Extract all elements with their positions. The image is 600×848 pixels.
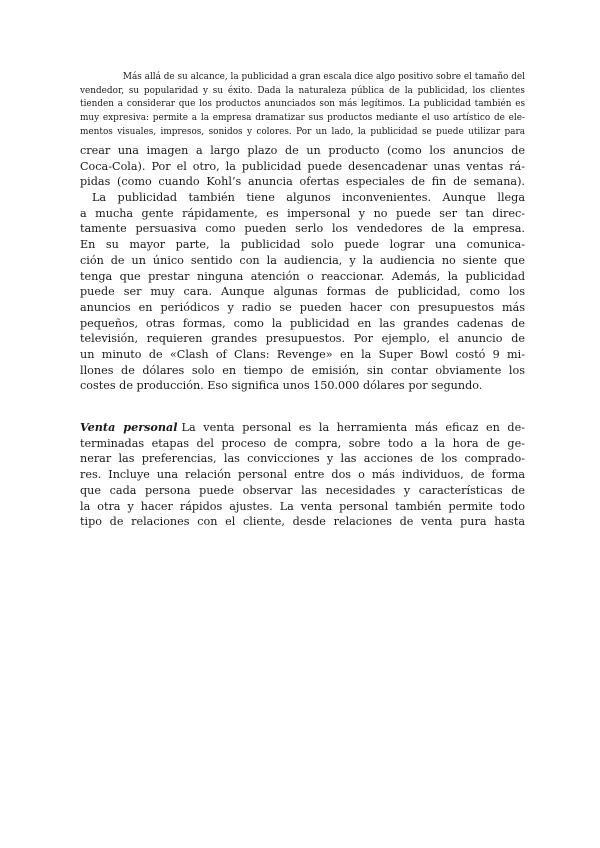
text-line: crear una imagen a largo plazo de un producto (como los anuncios de [80,144,525,157]
text-line: pequeños, otras formas, como la publicidad en las grandes cadenas de [80,316,525,330]
body-paragraph-1 [80,143,525,190]
text-line: res. Incluye una relación personal entre dos o más individuos, de forma [80,468,525,482]
text-line: llones de dólares solo en tiempo de emisión, sin contar obviamente los [80,363,525,377]
text-line: mentos visuales, impresos, sonidos y colores. Por un lado, la publicidad se puede utilizar para [80,126,525,137]
text-line: ción de un único sentido con la audiencia, y la audiencia no siente que [80,253,525,267]
text-line: tenga que prestar ninguna atención o reaccionar. Además, la publicidad [80,269,525,283]
text-fragment: La venta personal es la herramienta más eficaz en de- [181,421,525,434]
intro-paragraph [80,71,525,140]
text-line: terminadas etapas del proceso de compra, sobre todo a la hora de ge- [80,436,525,450]
text-line: tamente persuasiva como pueden serlo los vendedores de la empresa. [80,222,525,236]
text-line: En su mayor parte, la publicidad solo puede lograr una comunica- [80,238,525,252]
section-heading-venta-personal: Venta personal [80,420,178,434]
text-line: muy expresiva: permite a la empresa dramatizar sus productos mediante el uso artístico de ele- [80,113,525,124]
text-line [80,420,525,436]
text-line: Coca-Cola). Por el otro, la publicidad puede desencadenar unas ventas rá- [80,159,525,173]
text-line: un minuto de «Clash of Clans: Revenge» en la Super Bowl costó 9 mi- [80,348,525,362]
text-line: costes de producción. Eso significa unos 150.000 dólares por segundo. [80,379,483,393]
text-line: pidas (como cuando Kohl’s anuncia ofertas especiales de fin de semana). [80,175,525,189]
text-line: que cada persona puede observar las necesidades y características de [80,483,525,497]
text-line: puede ser muy cara. Aunque algunas formas de publicidad, como los [80,285,525,299]
text-line: vendedor, su popularidad y su éxito. Dada la naturaleza pública de la publicidad, los clientes [80,85,525,96]
text-line: televisión, requieren grandes presupuestos. Por ejemplo, el anuncio de [80,332,525,346]
body-paragraph-2 [80,190,525,394]
text-line: la otra y hacer rápidos ajustes. La venta personal también permite todo [80,499,525,513]
text-line: tienden a considerar que los productos anunciados son más legítimos. La publicidad también es [80,99,525,110]
text-line: La publicidad también tiene algunos inconvenientes. Aunque llega [92,191,525,204]
text-line: Más allá de su alcance, la publicidad a gran escala dice algo positivo sobre el tamaño del [122,72,525,82]
text-line: nerar las preferencias, las convicciones y las acciones de los comprado- [80,452,525,466]
body-paragraph-3 [80,420,525,530]
text-line: anuncios en periódicos y radio se pueden hacer con presupuestos más [80,300,525,314]
text-line: tipo de relaciones con el cliente, desde relaciones de venta pura hasta [80,515,525,529]
text-line: a mucha gente rápidamente, es impersonal y no puede ser tan direc- [80,206,525,220]
